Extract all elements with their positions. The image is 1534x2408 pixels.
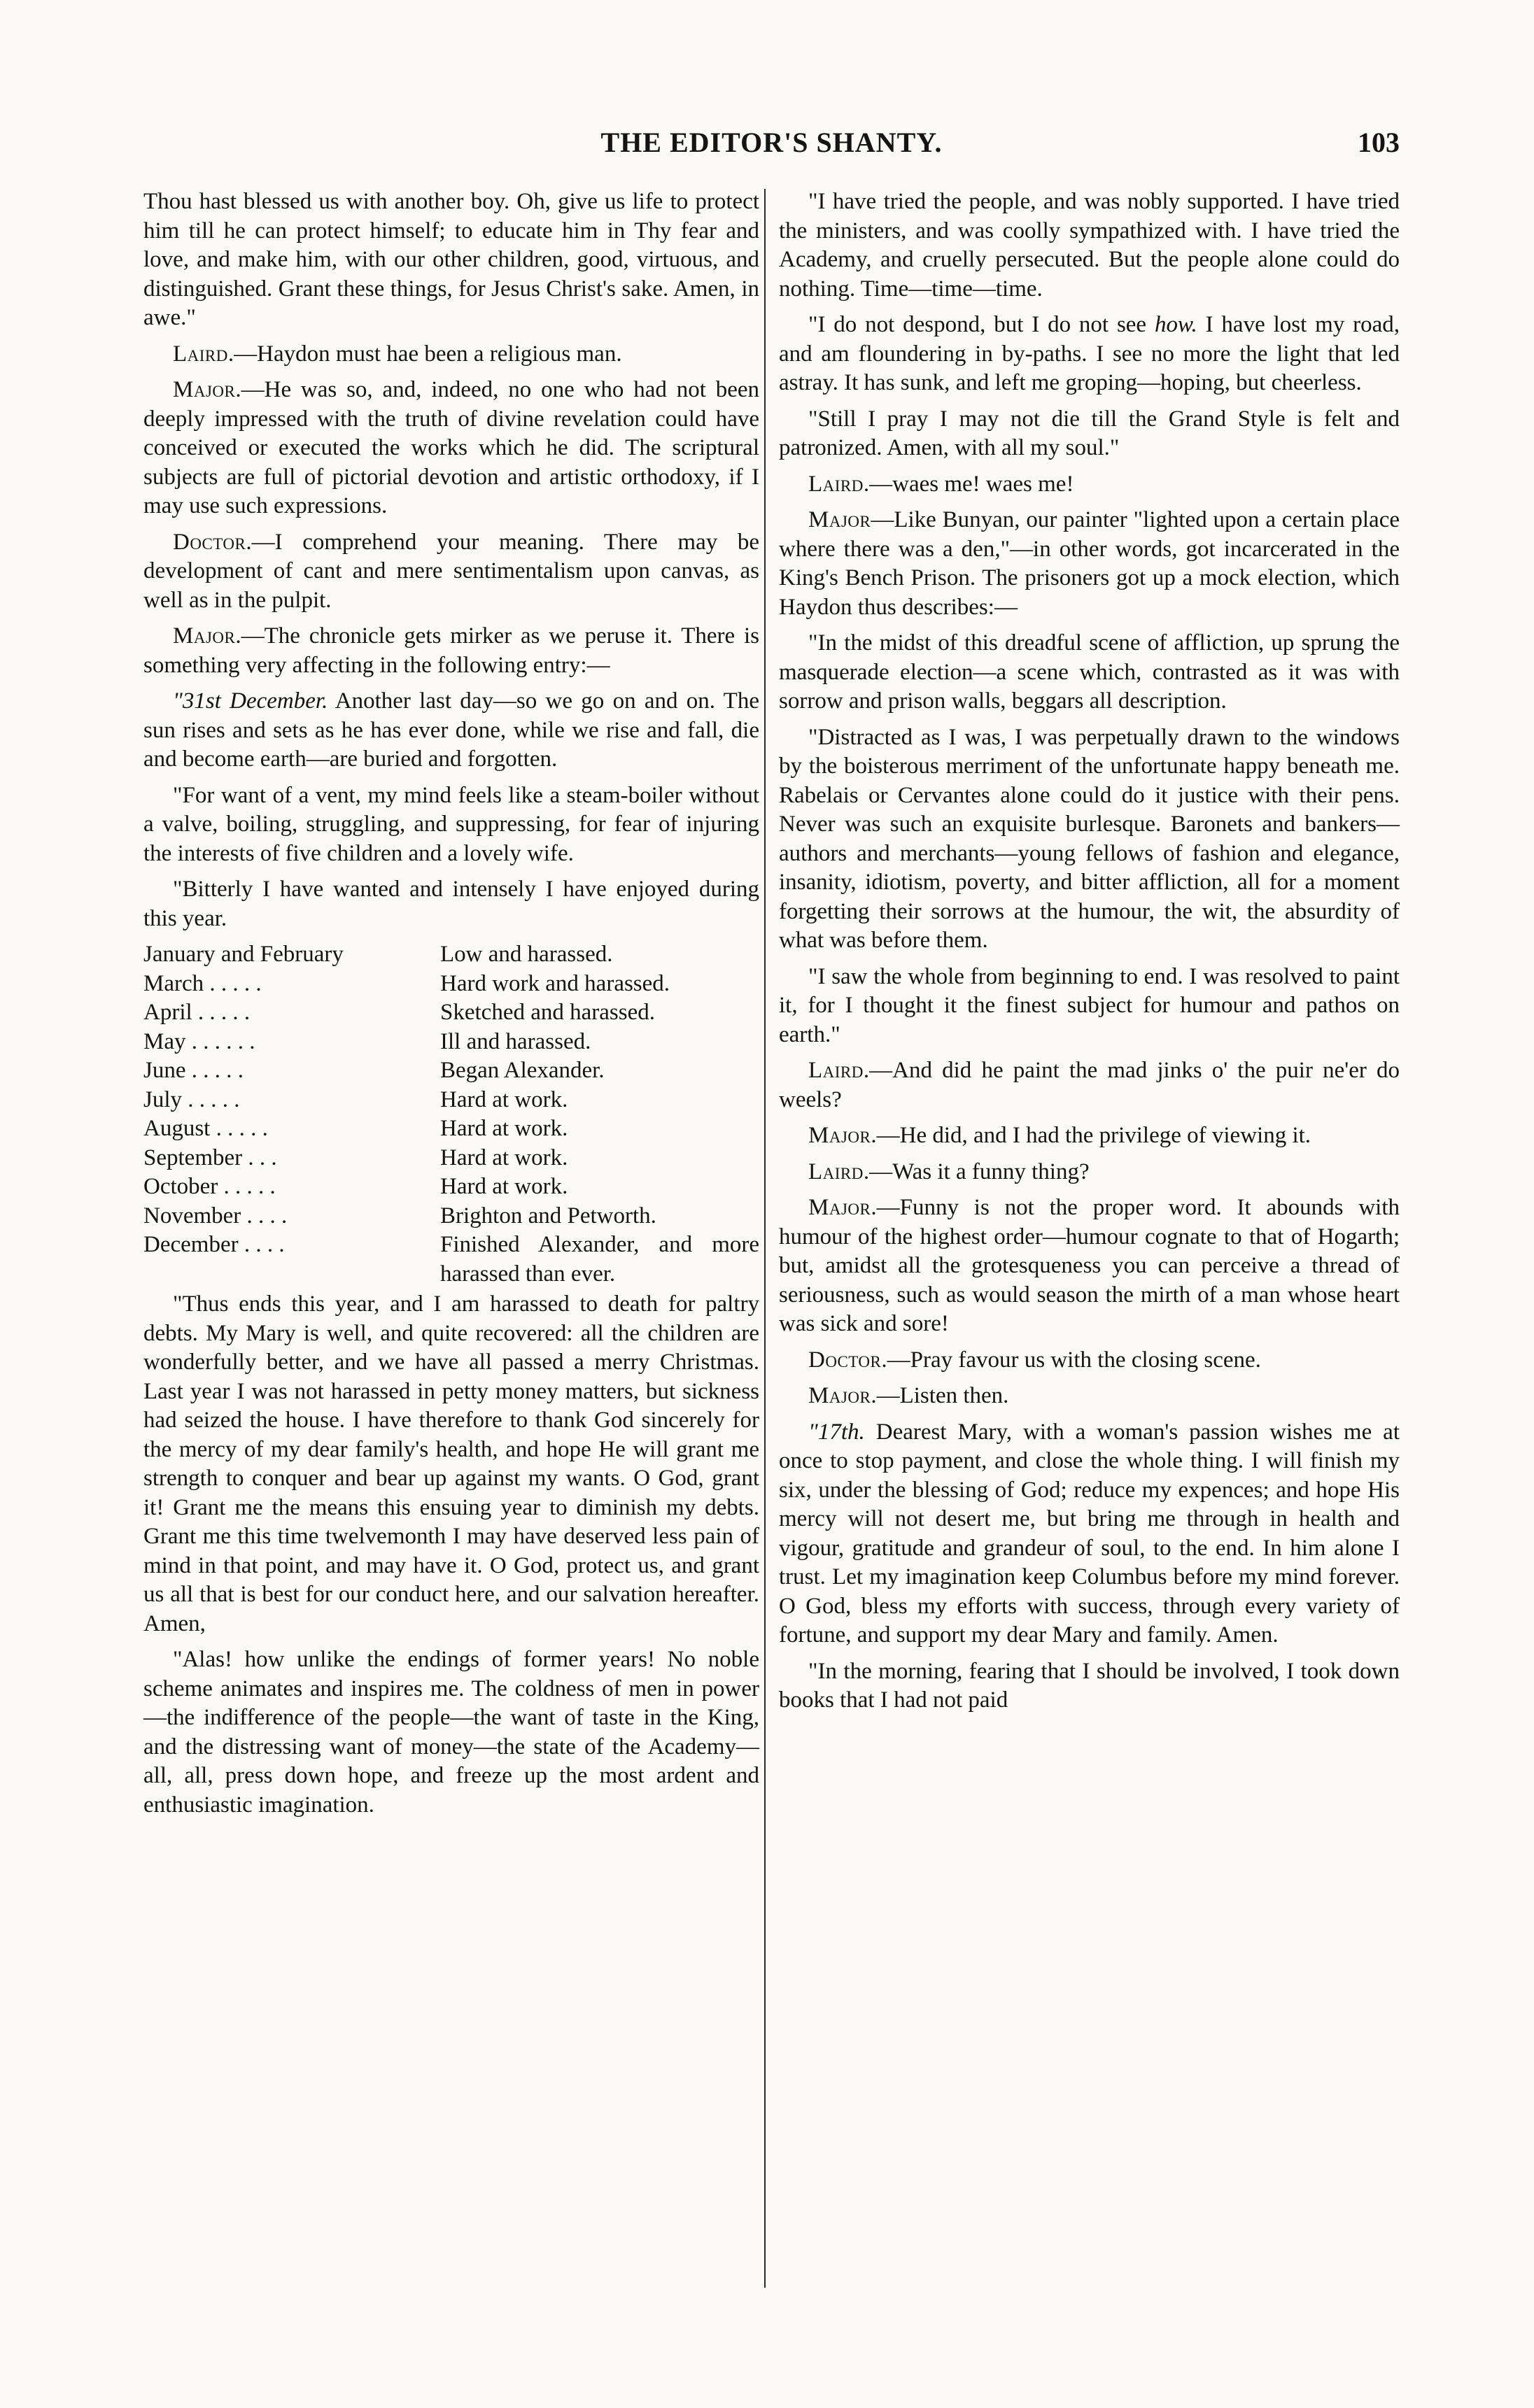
paragraph [143, 340, 759, 369]
diary-row [143, 1173, 759, 1202]
diary-entry: Hard at work. [440, 1116, 568, 1141]
diary-month: December . . . . [143, 1232, 285, 1257]
left-column [143, 187, 759, 1827]
diary-entry: Began Alexander. [440, 1058, 605, 1083]
paragraph [779, 506, 1400, 622]
diary-row [143, 1231, 759, 1289]
paragraph-text: .—He was so, and, indeed, no one who had not been deeply impressed with the truth of divine revelation could have conceived or executed the works which he did. The scriptural subjects are full of pictorial devotion and artistic orthodoxy, if I may use such expressions. [143, 377, 759, 518]
speaker-name: Laird [173, 341, 228, 367]
paragraph [779, 1382, 1400, 1411]
paragraph-text: .—I comprehend your meaning. There may be development of cant and mere sentimentalism upon canvas, as well as in the pulpit. [143, 529, 759, 613]
paragraph [143, 622, 759, 680]
paragraph [779, 1346, 1400, 1375]
speaker-name: Major [808, 1383, 871, 1408]
paragraph-text: .—Haydon must hae been a religious man. [227, 341, 622, 367]
paragraph [143, 1290, 759, 1638]
paragraph [779, 1158, 1400, 1187]
paragraph-text: .—He did, and I had the privilege of viewing it. [871, 1123, 1311, 1148]
page-number: 103 [1358, 127, 1400, 158]
speaker-name: Major [808, 1195, 871, 1220]
paragraph-text: .—And did he paint the mad jinks o' the puir ne'er do weels? [779, 1058, 1400, 1112]
running-title: THE EDITOR'S SHANTY. [600, 127, 943, 158]
speaker-name: Doctor [808, 1347, 882, 1373]
paragraph-text: Another last day—so we go on and on. The sun rises and sets as he has ever done, while we rise and fall, die and become earth—are buried and forgotten. [143, 688, 759, 772]
paragraph-text: "For want of a vent, my mind feels like a steam-boiler without a valve, boiling, struggling, and suppressing, for fear of injuring the interests of five children and a lovely wife. [143, 782, 759, 866]
diary-entry: Hard work and harassed. [440, 970, 670, 996]
paragraph-text: "Still I pray I may not die till the Grand Style is felt and patronized. Amen, with all my soul." [779, 406, 1400, 460]
paragraph-text: "I saw the whole from beginning to end. I was resolved to paint it, for I thought it the finest subject for humour and pathos on earth." [779, 963, 1400, 1047]
paragraph [779, 723, 1400, 956]
paragraph [779, 629, 1400, 716]
diary-entry: Sketched and harassed. [440, 1000, 655, 1025]
diary-table [143, 940, 759, 1289]
paragraph-text: "Distracted as I was, I was perpetually drawn to the windows by the boisterous merriment of the unfortunate happy beneath me. Rabelais or Cervantes alone could do it justice with their pens. Never was such an exquisite burlesque. Baronets and bankers—authors and merchants—young fellows of fashion and elegance, insanity, idiotism, poverty, and bitter affliction, all for a moment forgetting their sorrows at the humour, the wit, the absurdity of what was before them. [779, 724, 1400, 953]
paragraph-text: "Thus ends this year, and I am harassed to death for paltry debts. My Mary is well, and quite recovered: all the children are wonderfully better, and we have all passed a merry Christmas. Last year I was not harassed in petty money matters, but sickness had seized the house. I have therefore to thank God sincerely for the mercy of my dear family's health, and hope He will grant me strength to conquer and bear up against my wants. O God, grant it! Grant me the means this ensuing year to diminish my debts. Grant me this time twelvemonth I may have deserved less pain of mind in that point, and may have it. O God, protect us, and grant us all that is best for our conduct here, and our salvation hereafter. Amen, [143, 1291, 759, 1636]
speaker-name: Laird [808, 1058, 864, 1083]
paragraph [143, 687, 759, 774]
diary-entry: Brighton and Petworth. [440, 1203, 656, 1228]
paragraph [779, 1418, 1400, 1650]
speaker-name: Laird [808, 1159, 864, 1184]
paragraph-text: —Like Bunyan, our painter "lighted upon a certain place where there was a den,"—in other words, got incarcerated in the King's Bench Prison. The prisoners got up a mock election, which Haydon thus describes:— [779, 507, 1400, 620]
diary-month: March . . . . . [143, 970, 262, 996]
paragraph [779, 1657, 1400, 1715]
paragraph [779, 1194, 1400, 1339]
paragraph-text: "In the midst of this dreadful scene of affliction, up sprung the masquerade election—a scene which, contrasted as it was with sorrow and prison walls, beggars all description. [779, 630, 1400, 714]
italic-date: "31st December. [173, 688, 328, 714]
diary-entry: Finished Alexander, and more harassed than ever. [440, 1232, 759, 1287]
paragraph-text: .—Listen then. [871, 1383, 1009, 1408]
paragraph [143, 1645, 759, 1820]
diary-row [143, 998, 759, 1028]
paragraph-text: "I have tried the people, and was nobly supported. I have tried the ministers, and was coolly sympathized with. I have tried the Academy, and cruelly persecuted. But the people alone could do nothing. Time—time—time. [779, 189, 1400, 302]
paragraph-text: "In the morning, fearing that I should be involved, I took down books that I had not paid [779, 1658, 1400, 1713]
paragraph-text: Dearest Mary, with a woman's passion wishes me at once to stop payment, and close the whole thing. I will finish my six, under the blessing of God; reduce my expences; and hope His mercy will not desert me, but bring me through in health and vigour, gratitude and grandeur of soul, to the end. In him alone I trust. Let my imagination keep Columbus before my mind forever. O God, bless my efforts with success, through every variety of fortune, and support my dear Mary and family. Amen. [779, 1419, 1400, 1648]
diary-month: April . . . . . [143, 1000, 251, 1025]
diary-row [143, 1114, 759, 1144]
diary-entry: Low and harassed. [440, 942, 613, 967]
diary-month: May . . . . . . [143, 1028, 255, 1054]
paragraph-text: .—Was it a funny thing? [863, 1159, 1090, 1184]
italic-date: "17th. [808, 1419, 865, 1445]
paragraph [779, 187, 1400, 304]
diary-row [143, 970, 759, 999]
column-divider [764, 189, 766, 2288]
speaker-name: Major [173, 377, 236, 402]
right-column [779, 187, 1400, 1722]
paragraph [779, 311, 1400, 398]
diary-month: June . . . . . [143, 1058, 244, 1083]
diary-row [143, 1144, 759, 1173]
paragraph-text: .—The chronicle gets mirker as we peruse it. There is something very affecting in the following entry:— [143, 623, 759, 678]
diary-entry: Hard at work. [440, 1145, 568, 1170]
italic-text: how. [1154, 312, 1197, 337]
paragraph [143, 528, 759, 616]
diary-row [143, 1202, 759, 1231]
diary-entry: Ill and harassed. [440, 1028, 591, 1054]
paragraph-text: I have lost my road, and am floundering in by-paths. I see no more the light that led astray. It has sunk, and left me groping—hoping, but cheerless. [779, 312, 1400, 395]
diary-row [143, 1056, 759, 1086]
paragraph [143, 875, 759, 933]
paragraph-text: "Alas! how unlike the endings of former years! No noble scheme animates and inspires me. The coldness of men in power—the indifference of the people—the want of taste in the King, and the distressing want of money—the state of the Academy—all, all, press down hope, and freeze up the most ardent and enthusiastic imagination. [143, 1647, 759, 1818]
diary-month: October . . . . . [143, 1174, 276, 1199]
paragraph-text: "I do not despond, but I do not see [808, 312, 1155, 337]
speaker-name: Doctor [173, 529, 246, 555]
paragraph-text: .—waes me! waes me! [863, 471, 1074, 497]
paragraph-text: .—Funny is not the proper word. It abounds with humour of the highest order—humour cognate to that of Hogarth; but, amidst all the grotesqueness you can perceive a thread of seriousness, such as would season the mirth of a man whose heart was sick and sore! [779, 1195, 1400, 1336]
paragraph [779, 470, 1400, 500]
diary-month: July . . . . . [143, 1086, 240, 1112]
paragraph [779, 1121, 1400, 1151]
speaker-name: Laird [808, 471, 864, 497]
diary-month: November . . . . [143, 1203, 288, 1228]
paragraph-text: .—Pray favour us with the closing scene. [881, 1347, 1261, 1373]
diary-row [143, 1086, 759, 1115]
paragraph [143, 781, 759, 869]
speaker-name: Major [808, 1123, 871, 1148]
diary-month: August . . . . . [143, 1116, 268, 1141]
speaker-name: Major [808, 507, 871, 532]
diary-row [143, 940, 759, 970]
paragraph [143, 376, 759, 521]
paragraph-text: Thou hast blessed us with another boy. Oh, give us life to protect him till he can protect himself; to educate him in Thy fear and love, and make him, with our other children, good, virtuous, and distinguished. Grant these things, for Jesus Christ's sake. Amen, in awe." [143, 189, 759, 330]
paragraph-text: "Bitterly I have wanted and intensely I have enjoyed during this year. [143, 877, 759, 931]
page-header [143, 126, 1400, 168]
diary-row [143, 1028, 759, 1057]
paragraph [143, 187, 759, 333]
paragraph [779, 963, 1400, 1050]
paragraph [779, 1056, 1400, 1114]
speaker-name: Major [173, 623, 236, 649]
diary-month: January and February [143, 942, 344, 967]
diary-month: September . . . [143, 1145, 277, 1170]
diary-entry: Hard at work. [440, 1174, 568, 1199]
paragraph [779, 405, 1400, 463]
diary-entry: Hard at work. [440, 1086, 568, 1112]
